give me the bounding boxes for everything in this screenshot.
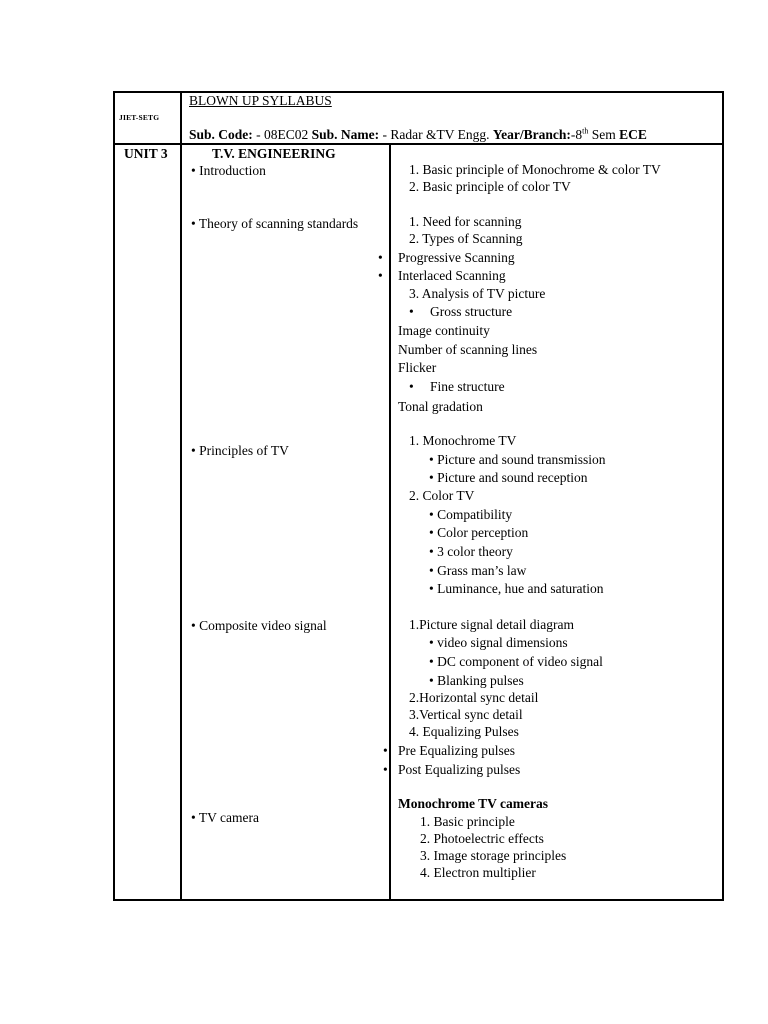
comp-detail-item-1: • video signal dimensions [429,635,568,650]
intro-item-1: 1. Basic principle of Monochrome & color TV [409,162,661,177]
prin-color-item-2: • Color perception [429,525,529,540]
table-border-bottom [113,899,724,901]
comp-pre: Pre Equalizing pulses [398,743,515,758]
scan-fine: Fine structure [430,379,505,394]
comp-post: Post Equalizing pulses [398,762,521,777]
unit-label: UNIT 3 [124,146,168,161]
camera-item-1: 1. Basic principle [420,814,515,829]
bullet-interlaced: • [378,268,383,283]
branch: ECE [619,127,647,142]
prin-mono: 1. Monochrome TV [409,433,517,448]
scan-image-continuity: Image continuity [398,323,490,338]
topic-scanning: • Theory of scanning standards [191,216,359,231]
subject-line [189,127,647,143]
institute-code: JIET-SETG [119,113,160,122]
column-divider-2 [389,144,391,901]
intro-item-2: 2. Basic principle of color TV [409,179,571,194]
camera-item-3: 3. Image storage principles [420,848,567,863]
comp-equalizing: 4. Equalizing Pulses [409,724,519,739]
table-border-left [113,91,115,901]
topic-camera: • TV camera [191,810,259,825]
unit-heading: T.V. ENGINEERING [212,146,336,161]
bullet-pre: • [383,743,388,758]
scan-interlaced: Interlaced Scanning [398,268,506,283]
comp-vertical: 3.Vertical sync detail [409,707,523,722]
bullet-progressive: • [378,250,383,265]
scan-gross: Gross structure [430,304,513,319]
bullet-post: • [383,762,388,777]
prin-color-item-5: • Luminance, hue and saturation [429,581,604,596]
scan-analysis: 3. Analysis of TV picture [409,286,546,301]
year-sup: th [582,126,589,136]
prin-color-item-4: • Grass man’s law [429,563,527,578]
prin-color-item-3: • 3 color theory [429,544,513,559]
camera-heading: Monochrome TV cameras [398,796,548,811]
column-divider-1 [180,91,182,901]
sub-name-value: - Radar &TV Engg. [379,127,493,142]
sub-code-label: Sub. Code: [189,127,253,142]
scan-need: 1. Need for scanning [409,214,522,229]
topic-composite: • Composite video signal [191,618,327,633]
table-border-right [722,91,724,901]
sub-code-value: - 08EC02 [252,127,312,142]
comp-horizontal: 2.Horizontal sync detail [409,690,539,705]
scan-lines: Number of scanning lines [398,342,538,357]
comp-detail: 1.Picture signal detail diagram [409,617,574,632]
scan-tonal: Tonal gradation [398,399,483,414]
scan-types: 2. Types of Scanning [409,231,523,246]
prin-color: 2. Color TV [409,488,475,503]
year-label: Year/Branch: [492,127,571,142]
camera-item-2: 2. Photoelectric effects [420,831,544,846]
header-divider [113,143,724,145]
camera-item-4: 4. Electron multiplier [420,865,536,880]
scan-flicker: Flicker [398,360,437,375]
prin-mono-item-2: • Picture and sound reception [429,470,588,485]
document-title: BLOWN UP SYLLABUS [189,93,332,108]
topic-principles: • Principles of TV [191,443,289,458]
bullet-gross: • [409,304,414,319]
comp-detail-item-3: • Blanking pulses [429,673,524,688]
sub-name-label: Sub. Name: [311,127,380,142]
year-sem: Sem [588,127,620,142]
topic-introduction: • Introduction [191,163,266,178]
prin-mono-item-1: • Picture and sound transmission [429,452,606,467]
bullet-fine: • [409,379,414,394]
prin-color-item-1: • Compatibility [429,507,513,522]
comp-detail-item-2: • DC component of video signal [429,654,603,669]
scan-progressive: Progressive Scanning [398,250,515,265]
year-prefix: -8 [570,127,583,142]
